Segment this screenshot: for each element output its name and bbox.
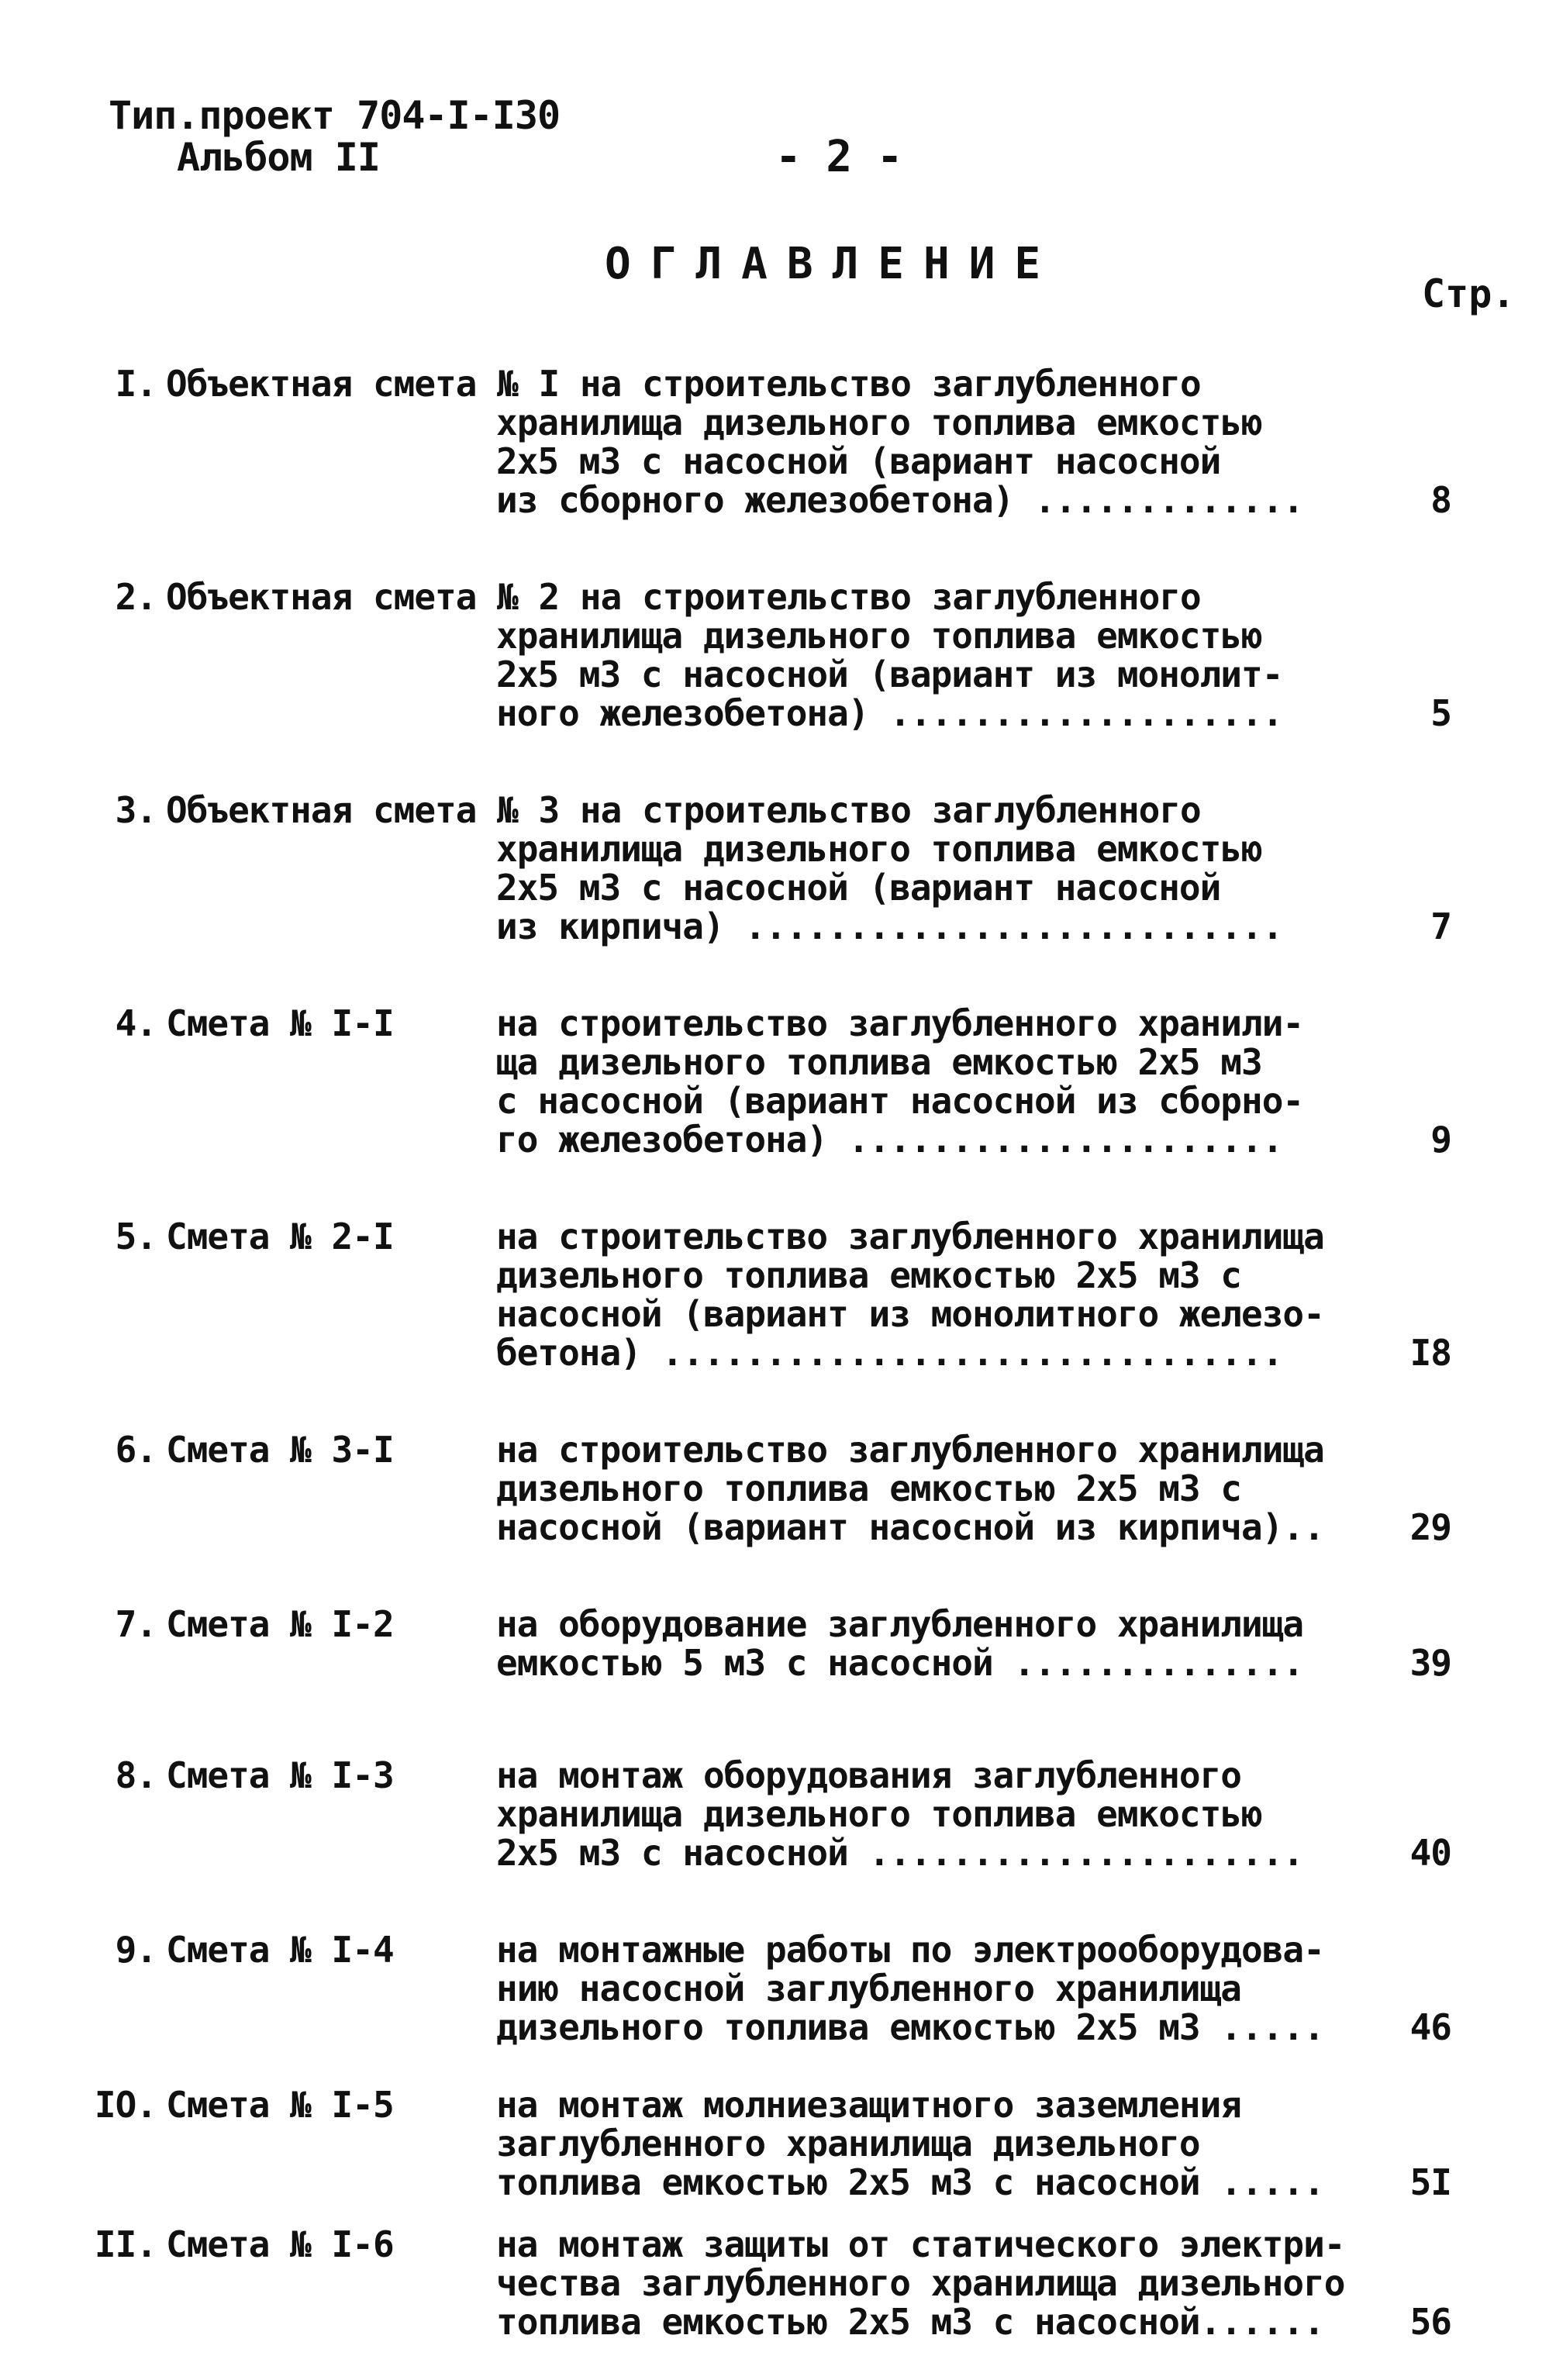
page-number: - 2 - <box>775 132 902 182</box>
entry-page-number: 9 <box>1430 1119 1451 1161</box>
entry-page-number: 56 <box>1409 2301 1451 2343</box>
entry-description-line: на монтаж молниезащитного заземления <box>496 2084 1241 2126</box>
entry-page-number: 39 <box>1409 1642 1451 1684</box>
entry-description-line: топлива емкостью 2x5 м3 с насосной...... <box>496 2301 1324 2343</box>
entry-number: II. <box>94 2223 157 2265</box>
entry-description-line: насосной (вариант насосной из кирпича).. <box>496 1506 1324 1548</box>
entry-description-line: емкостью 5 м3 с насосной .............. <box>496 1642 1304 1684</box>
entry-description-line: на монтажные работы по электрооборудова- <box>496 1929 1324 1971</box>
project-code: Тип.проект 704-I-I30 <box>109 93 561 138</box>
entry-description-line: с насосной (вариант насосной из сборно- <box>496 1080 1304 1122</box>
page-column-label: Стр. <box>1422 271 1516 316</box>
entry-description-line: на монтаж защиты от статического электри- <box>496 2223 1345 2265</box>
entry-number: IO. <box>94 2084 157 2126</box>
entry-label: Смета № I-5 <box>166 2084 394 2126</box>
entry-description-line: дизельного топлива емкостью 2x5 м3 с <box>496 1468 1241 1509</box>
entry-description-line: заглубленного хранилища дизельного <box>496 2123 1200 2164</box>
entry-description-line: дизельного топлива емкостью 2x5 м3 с <box>496 1254 1241 1296</box>
entry-number: 5. <box>115 1216 157 1257</box>
entry-description-line: 2x5 м3 с насосной (вариант насосной <box>496 867 1221 909</box>
entry-label: Смета № 3-I <box>166 1429 394 1471</box>
entry-description-line: чества заглубленного хранилища дизельного <box>496 2262 1345 2304</box>
entry-description-line: на строительство заглубленного хранили- <box>496 1002 1304 1044</box>
entry-description-line: нию насосной заглубленного хранилища <box>496 1968 1241 2009</box>
entry-number: 8. <box>115 1754 157 1796</box>
entry-number: 6. <box>115 1429 157 1471</box>
entry-number: I. <box>115 363 157 405</box>
entry-description-line: на оборудование заглубленного хранилища <box>496 1603 1304 1645</box>
entry-description-line: из сборного железобетона) ............. <box>496 479 1304 521</box>
entry-page-number: 46 <box>1409 2006 1451 2048</box>
entry-page-number: 40 <box>1409 1832 1451 1874</box>
entry-page-number: 5I <box>1409 2161 1451 2203</box>
entry-label: Смета № I-2 <box>166 1603 394 1645</box>
entry-page-number: 5 <box>1430 692 1451 734</box>
entry-page-number: 29 <box>1409 1506 1451 1548</box>
entry-page-number: 7 <box>1430 905 1451 947</box>
entry-label: Объектная смета № 2 на строительство заглубленного <box>166 576 1201 618</box>
entry-number: 7. <box>115 1603 157 1645</box>
album-label: Альбом II <box>177 135 380 180</box>
entry-description-line: хранилища дизельного топлива емкостью <box>496 828 1262 870</box>
entry-description-line: хранилища дизельного топлива емкостью <box>496 1793 1262 1835</box>
entry-description-line: 2x5 м3 с насосной (вариант насосной <box>496 440 1221 482</box>
entry-description-line: хранилища дизельного топлива емкостью <box>496 615 1262 657</box>
entry-description-line: из кирпича) .......................... <box>496 905 1283 947</box>
entry-label: Объектная смета № 3 на строительство заглубленного <box>166 789 1201 831</box>
entry-label: Смета № 2-I <box>166 1216 394 1257</box>
entry-description-line: го железобетона) ..................... <box>496 1119 1283 1161</box>
entry-description-line: топлива емкостью 2x5 м3 с насосной ..... <box>496 2161 1324 2203</box>
page-title: ОГЛАВЛЕНИЕ <box>605 239 1061 289</box>
entry-description-line: хранилища дизельного топлива емкостью <box>496 402 1262 443</box>
entry-number: 9. <box>115 1929 157 1971</box>
entry-number: 4. <box>115 1002 157 1044</box>
entry-description-line: 2x5 м3 с насосной ..................... <box>496 1832 1304 1874</box>
entry-page-number: I8 <box>1409 1332 1451 1374</box>
entry-label: Смета № I-I <box>166 1002 394 1044</box>
entry-label: Смета № I-4 <box>166 1929 394 1971</box>
entry-label: Объектная смета № I на строительство заглубленного <box>166 363 1201 405</box>
entry-number: 3. <box>115 789 157 831</box>
entry-description-line: бетона) .............................. <box>496 1332 1283 1374</box>
entry-description-line: на строительство заглубленного хранилища <box>496 1216 1324 1257</box>
entry-label: Смета № I-6 <box>166 2223 394 2265</box>
entry-description-line: насосной (вариант из монолитного железо- <box>496 1293 1324 1335</box>
entry-description-line: дизельного топлива емкостью 2x5 м3 ..... <box>496 2006 1324 2048</box>
entry-label: Смета № I-3 <box>166 1754 394 1796</box>
entry-page-number: 8 <box>1430 479 1451 521</box>
entry-description-line: ща дизельного топлива емкостью 2x5 м3 <box>496 1041 1262 1083</box>
entry-description-line: 2x5 м3 с насосной (вариант из монолит- <box>496 654 1283 695</box>
entry-description-line: ного железобетона) ................... <box>496 692 1283 734</box>
entry-number: 2. <box>115 576 157 618</box>
entry-description-line: на монтаж оборудования заглубленного <box>496 1754 1241 1796</box>
entry-description-line: на строительство заглубленного хранилища <box>496 1429 1324 1471</box>
